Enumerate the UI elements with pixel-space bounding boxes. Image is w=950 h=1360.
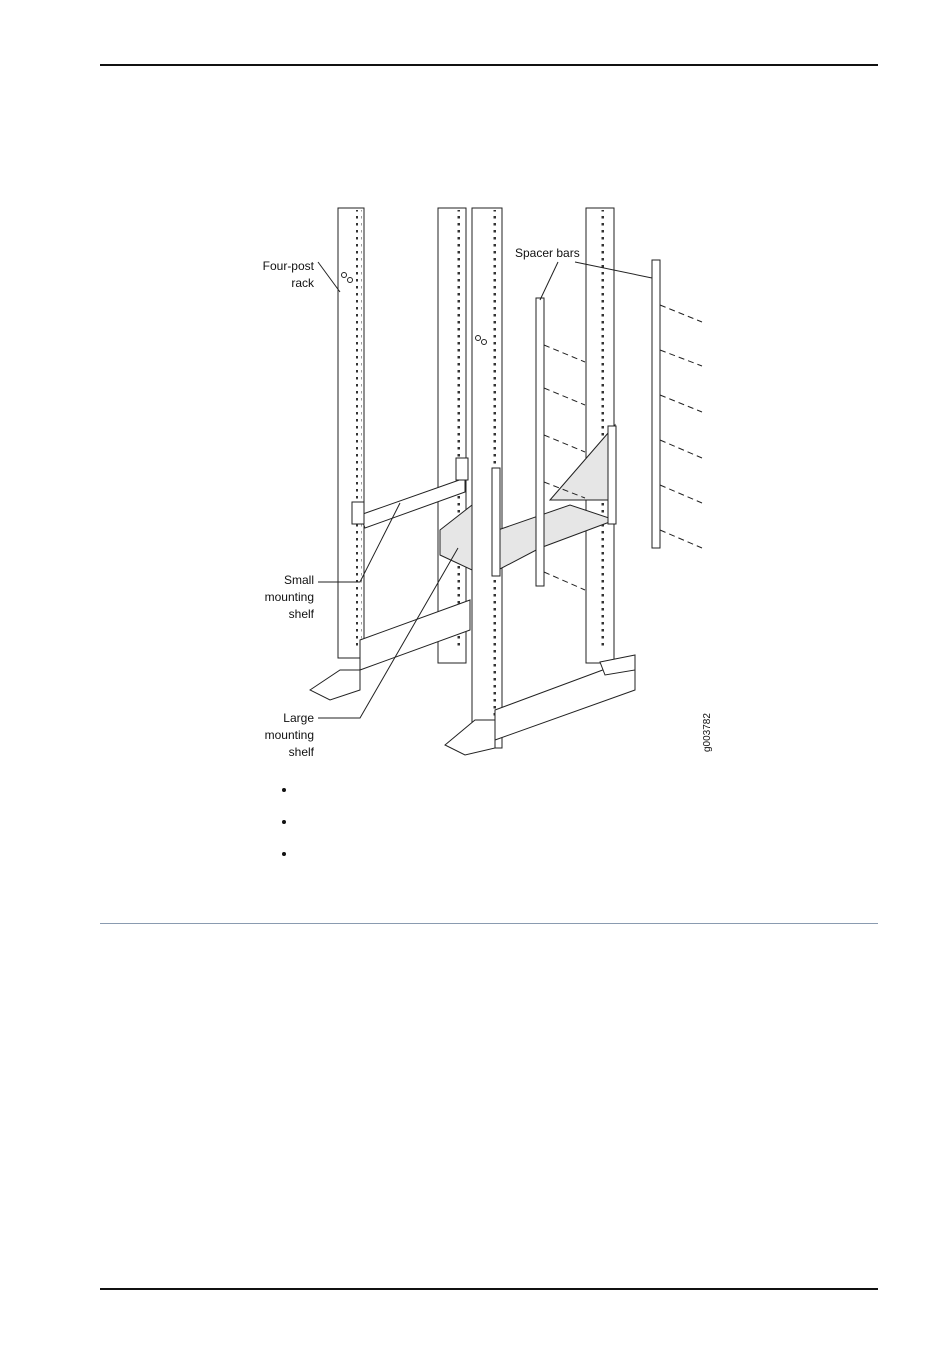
four-post-rack-label: [240, 258, 314, 292]
bullet-icon: [282, 852, 286, 856]
header-rule: [100, 64, 878, 66]
label-line: Four-post: [262, 259, 314, 273]
label-line: rack: [291, 276, 314, 290]
mounting-screws: [544, 305, 702, 590]
rack-installation-figure: [240, 200, 740, 770]
rack-illustration: [240, 200, 740, 770]
label-line: mounting: [264, 590, 314, 604]
label-line: shelf: [288, 607, 314, 621]
rack-post-back-right: [438, 208, 466, 663]
footer-rule: [100, 1288, 878, 1290]
rack-post-back-left: [338, 208, 364, 658]
spacer-bars-label: Spacer bars: [515, 246, 580, 260]
bullet-icon: [282, 788, 286, 792]
small-shelf-label: [240, 572, 314, 623]
figure-code: g003782: [702, 713, 713, 752]
label-line: mounting: [264, 728, 314, 742]
label-line: shelf: [288, 745, 314, 759]
large-shelf-label: [240, 710, 314, 761]
label-line: Large: [283, 711, 314, 725]
bullet-icon: [282, 820, 286, 824]
label-line: Small: [283, 573, 314, 587]
section-divider: [100, 923, 878, 924]
